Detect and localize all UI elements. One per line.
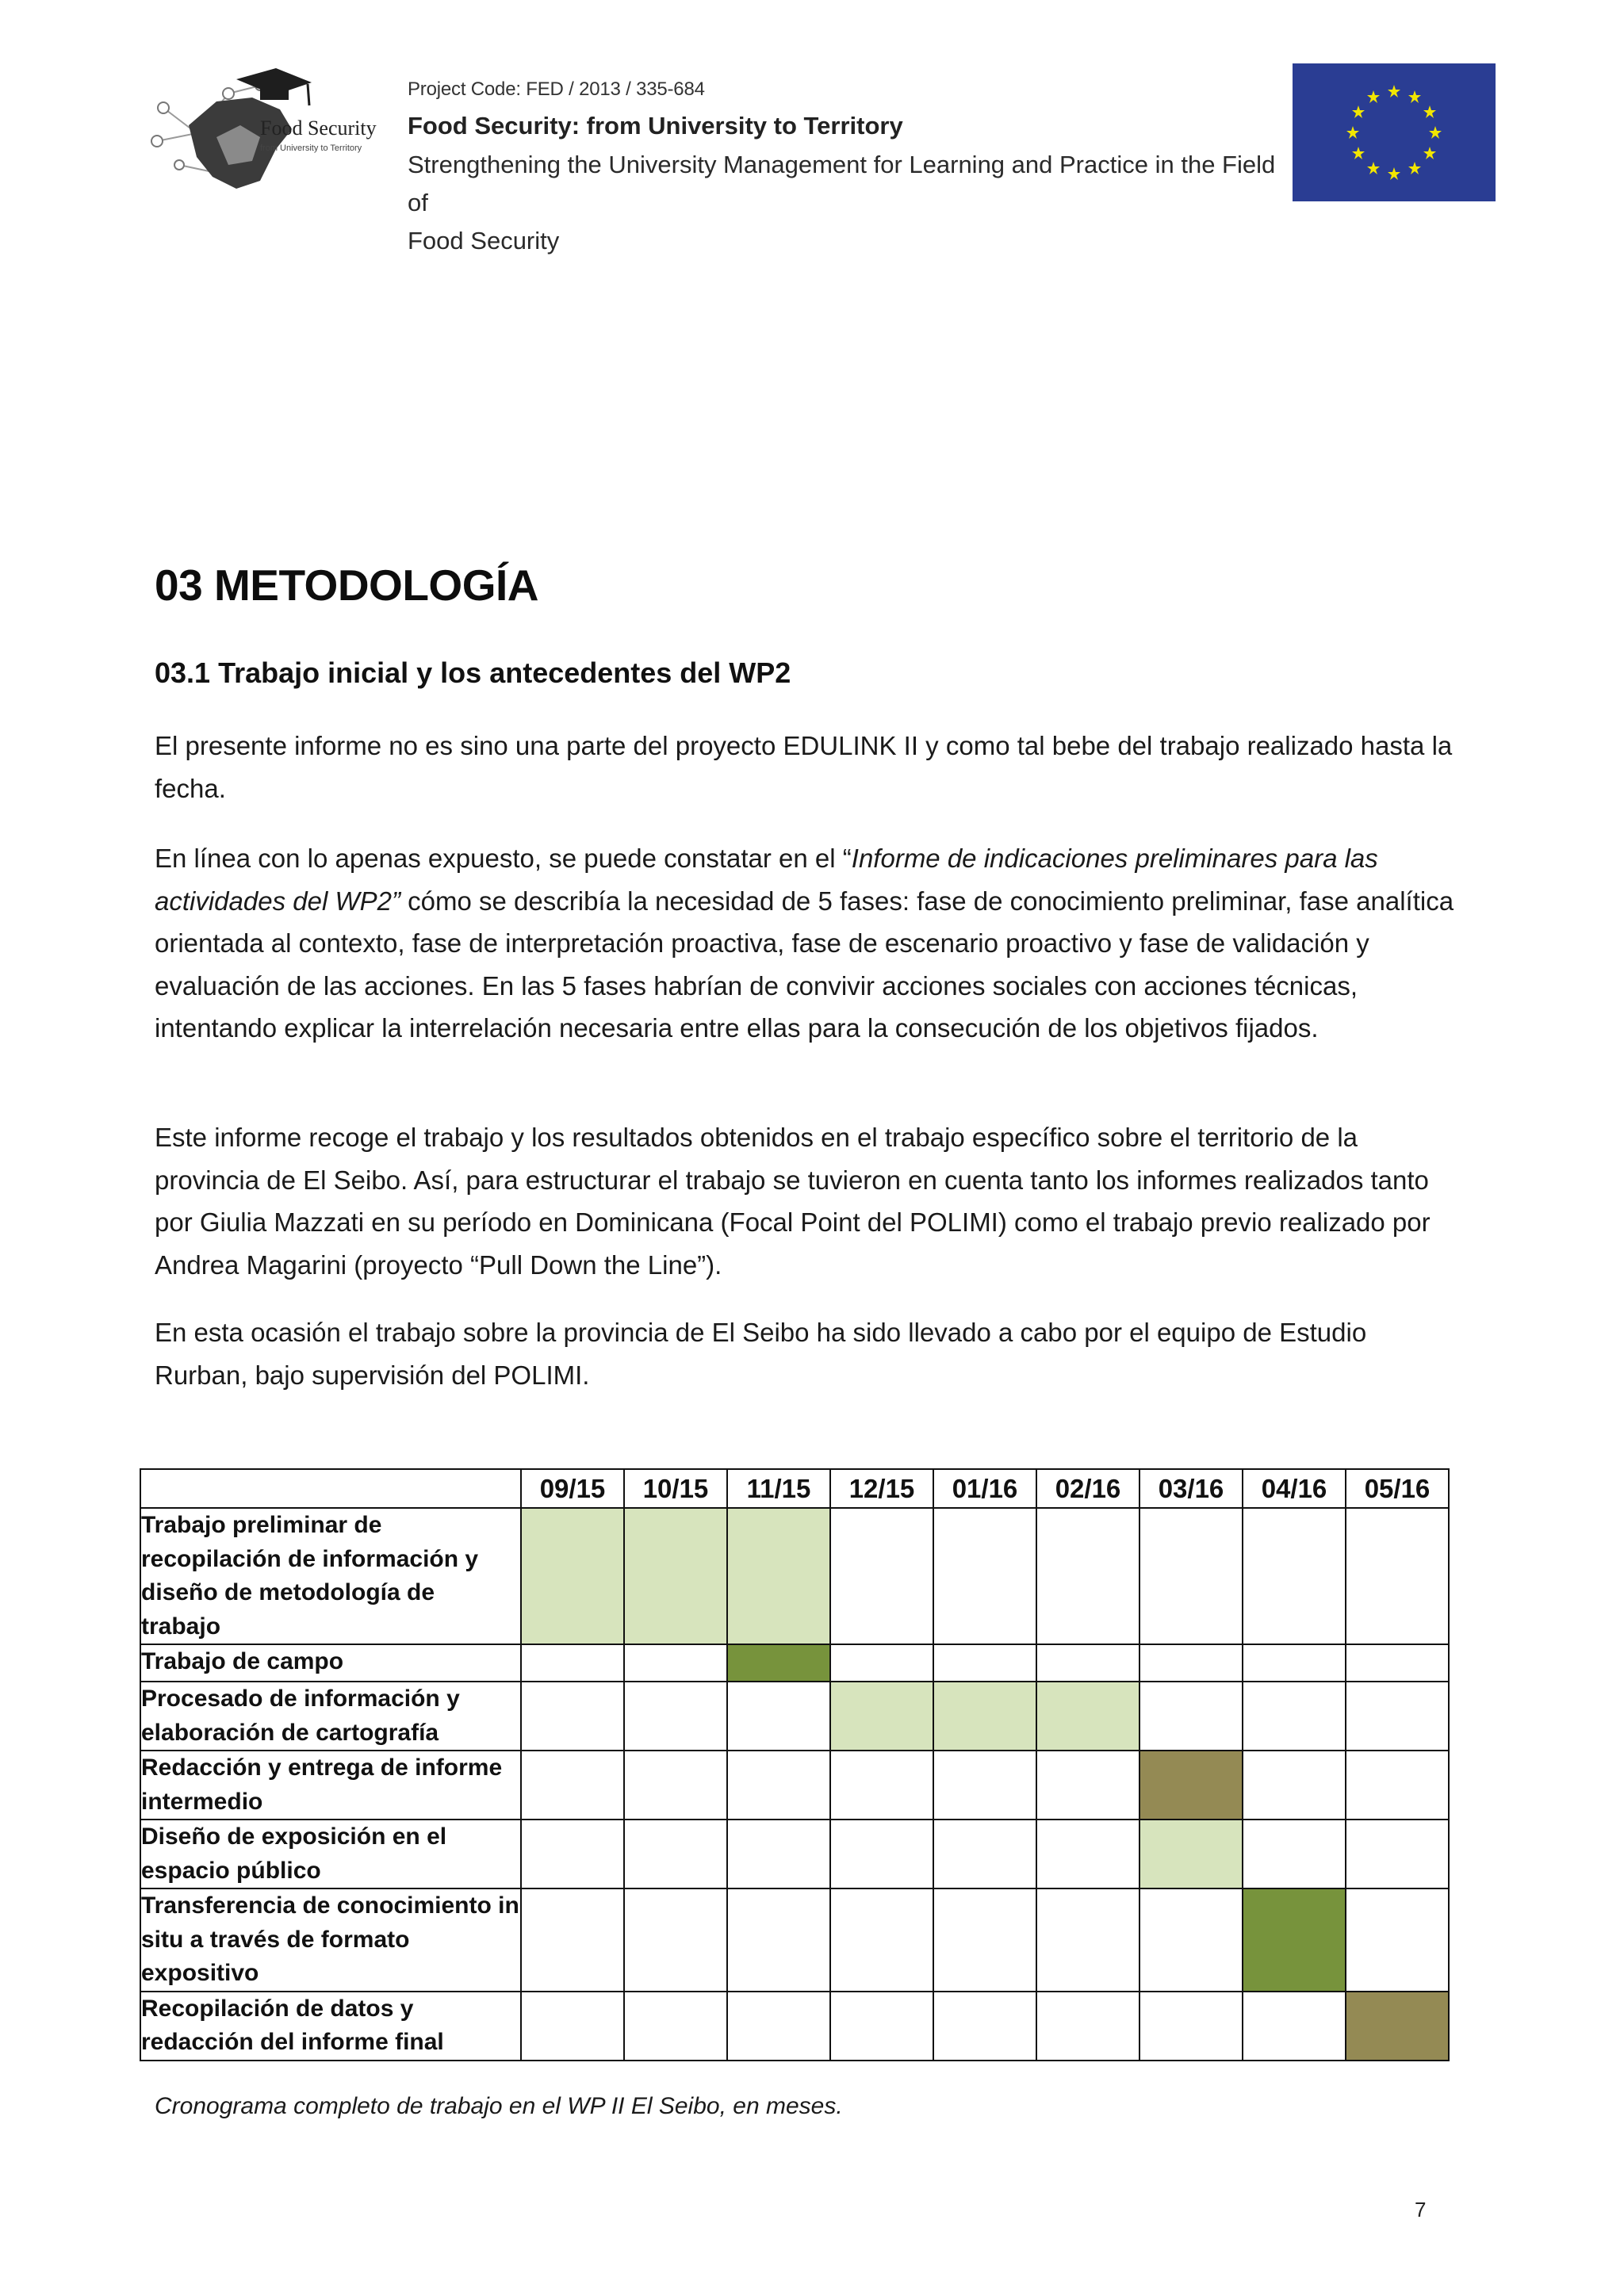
schedule-cell-09-15 (521, 1682, 624, 1751)
task-label: Trabajo preliminar de recopilación de información y diseño de metodología de trabajo (140, 1508, 521, 1644)
schedule-cell-01-16 (933, 1508, 1036, 1644)
schedule-cell-01-16 (933, 1682, 1036, 1751)
schedule-cell-05-16 (1346, 1682, 1449, 1751)
project-title: Food Security: from University to Territory (408, 112, 903, 140)
schedule-cell-03-16 (1139, 1508, 1243, 1644)
schedule-cell-03-16 (1139, 1888, 1243, 1992)
month-header: 05/16 (1346, 1469, 1449, 1508)
month-header: 12/15 (830, 1469, 933, 1508)
schedule-cell-04-16 (1243, 1751, 1346, 1820)
subsection-heading: 03.1 Trabajo inicial y los antecedentes del WP2 (155, 656, 791, 689)
month-header: 02/16 (1036, 1469, 1139, 1508)
project-subtitle-line2: Food Security (408, 227, 560, 254)
schedule-cell-02-16 (1036, 1508, 1139, 1644)
paragraph-2 (155, 837, 1455, 1050)
schedule-cell-05-16 (1346, 1820, 1449, 1888)
logo-subtext: from University to Territory (260, 144, 362, 153)
schedule-cell-11-15 (727, 1820, 830, 1888)
table-caption: Cronograma completo de trabajo en el WP II El Seibo, en meses. (155, 2093, 843, 2119)
schedule-cell-02-16 (1036, 1992, 1139, 2061)
schedule-cell-12-15 (830, 1682, 933, 1751)
schedule-row (140, 1820, 1449, 1888)
schedule-cell-02-16 (1036, 1751, 1139, 1820)
month-header: 01/16 (933, 1469, 1036, 1508)
page-number: 7 (1415, 2198, 1427, 2221)
schedule-table (140, 1468, 1450, 2061)
schedule-cell-11-15 (727, 1888, 830, 1992)
schedule-corner-cell (140, 1469, 521, 1508)
task-label: Trabajo de campo (140, 1644, 521, 1682)
schedule-cell-12-15 (830, 1820, 933, 1888)
schedule-cell-10-15 (624, 1682, 727, 1751)
paragraph-2-rest: cómo se describía la necesidad de 5 fases: fase de conocimiento preliminar, fase analítica orientada al contexto, fase de interpretación proactiva, fase de escenario proactivo y fase de validación y evaluación de las acciones. En las 5 fases habrían de convivir acciones sociales con acciones técnicas, intentando explicar la interrelación necesaria entre ellas para la consecución de los objetivos fijados. (155, 886, 1454, 1043)
schedule-body (140, 1508, 1449, 2061)
schedule-cell-04-16 (1243, 1682, 1346, 1751)
schedule-cell-12-15 (830, 1508, 933, 1644)
month-header: 10/15 (624, 1469, 727, 1508)
schedule-cell-11-15 (727, 1751, 830, 1820)
task-label: Procesado de información y elaboración de cartografía (140, 1682, 521, 1751)
schedule-row (140, 1888, 1449, 1992)
schedule-cell-10-15 (624, 1888, 727, 1992)
schedule-cell-11-15 (727, 1992, 830, 2061)
schedule-cell-09-15 (521, 1888, 624, 1992)
schedule-cell-09-15 (521, 1508, 624, 1644)
schedule-cell-10-15 (624, 1751, 727, 1820)
schedule-cell-01-16 (933, 1644, 1036, 1682)
schedule-cell-04-16 (1243, 1888, 1346, 1992)
schedule-cell-12-15 (830, 1992, 933, 2061)
schedule-cell-04-16 (1243, 1644, 1346, 1682)
schedule-cell-05-16 (1346, 1644, 1449, 1682)
schedule-cell-05-16 (1346, 1888, 1449, 1992)
schedule-cell-03-16 (1139, 1992, 1243, 2061)
schedule-cell-05-16 (1346, 1508, 1449, 1644)
schedule-cell-09-15 (521, 1751, 624, 1820)
month-header: 11/15 (727, 1469, 830, 1508)
month-header: 03/16 (1139, 1469, 1243, 1508)
month-header: 04/16 (1243, 1469, 1346, 1508)
food-security-logo (141, 62, 379, 201)
schedule-cell-02-16 (1036, 1888, 1139, 1992)
project-subtitle-line1: Strengthening the University Management for Learning and Practice in the Field of (408, 151, 1276, 216)
paragraph-4: En esta ocasión el trabajo sobre la provincia de El Seibo ha sido llevado a cabo por el equipo de Estudio Rurban, bajo supervisión del POLIMI. (155, 1318, 1367, 1390)
schedule-cell-01-16 (933, 1751, 1036, 1820)
schedule-cell-09-15 (521, 1820, 624, 1888)
paragraph-2-report-title: Informe de indicaciones preliminares para las actividades del WP2” (155, 844, 1378, 916)
schedule-cell-10-15 (624, 1820, 727, 1888)
schedule-cell-01-16 (933, 1888, 1036, 1992)
paragraph-1: El presente informe no es sino una parte del proyecto EDULINK II y como tal bebe del trabajo realizado hasta la fecha. (155, 731, 1453, 803)
task-label: Transferencia de conocimiento in situ a través de formato expositivo (140, 1888, 521, 1992)
schedule-cell-12-15 (830, 1644, 933, 1682)
schedule-cell-05-16 (1346, 1751, 1449, 1820)
schedule-cell-04-16 (1243, 1508, 1346, 1644)
task-label: Redacción y entrega de informe intermedio (140, 1751, 521, 1820)
schedule-row (140, 1508, 1449, 1644)
schedule-cell-09-15 (521, 1992, 624, 2061)
schedule-cell-03-16 (1139, 1682, 1243, 1751)
schedule-row (140, 1682, 1449, 1751)
schedule-cell-02-16 (1036, 1644, 1139, 1682)
schedule-cell-10-15 (624, 1644, 727, 1682)
paragraph-3: Este informe recoge el trabajo y los resultados obtenidos en el trabajo específico sobre el territorio de la provincia de El Seibo. Así, para estructurar el trabajo se tuvieron en cuenta tanto los informes realizados tanto por Giulia Mazzati en su período en Dominicana (Focal Point del POLIMI) como el trabajo previo realizado por Andrea Magarini (proyecto “Pull Down the Line”). (155, 1123, 1431, 1280)
schedule-row (140, 1992, 1449, 2061)
schedule-cell-04-16 (1243, 1820, 1346, 1888)
month-header: 09/15 (521, 1469, 624, 1508)
eu-flag-icon (1293, 63, 1496, 201)
paragraph-2-lead: En línea con lo apenas expuesto, se puede constatar en el “ (155, 844, 852, 873)
schedule-cell-12-15 (830, 1888, 933, 1992)
schedule-cell-04-16 (1243, 1992, 1346, 2061)
schedule-cell-10-15 (624, 1992, 727, 2061)
project-code: Project Code: FED / 2013 / 335-684 (408, 78, 705, 100)
schedule-cell-11-15 (727, 1508, 830, 1644)
task-label: Recopilación de datos y redacción del informe final (140, 1992, 521, 2061)
schedule-cell-03-16 (1139, 1751, 1243, 1820)
schedule-cell-12-15 (830, 1751, 933, 1820)
schedule-row (140, 1644, 1449, 1682)
task-label: Diseño de exposición en el espacio público (140, 1820, 521, 1888)
schedule-header-row (140, 1469, 1449, 1508)
schedule-cell-01-16 (933, 1992, 1036, 2061)
schedule-cell-03-16 (1139, 1644, 1243, 1682)
schedule-cell-10-15 (624, 1508, 727, 1644)
schedule-cell-03-16 (1139, 1820, 1243, 1888)
schedule-cell-09-15 (521, 1644, 624, 1682)
schedule-cell-05-16 (1346, 1992, 1449, 2061)
schedule-cell-01-16 (933, 1820, 1036, 1888)
schedule-cell-02-16 (1036, 1820, 1139, 1888)
schedule-row (140, 1751, 1449, 1820)
schedule-cell-02-16 (1036, 1682, 1139, 1751)
logo-text: Food Security (260, 117, 377, 140)
section-heading: 03 METODOLOGÍA (155, 561, 538, 610)
schedule-cell-11-15 (727, 1682, 830, 1751)
project-header (408, 76, 1280, 260)
schedule-cell-11-15 (727, 1644, 830, 1682)
